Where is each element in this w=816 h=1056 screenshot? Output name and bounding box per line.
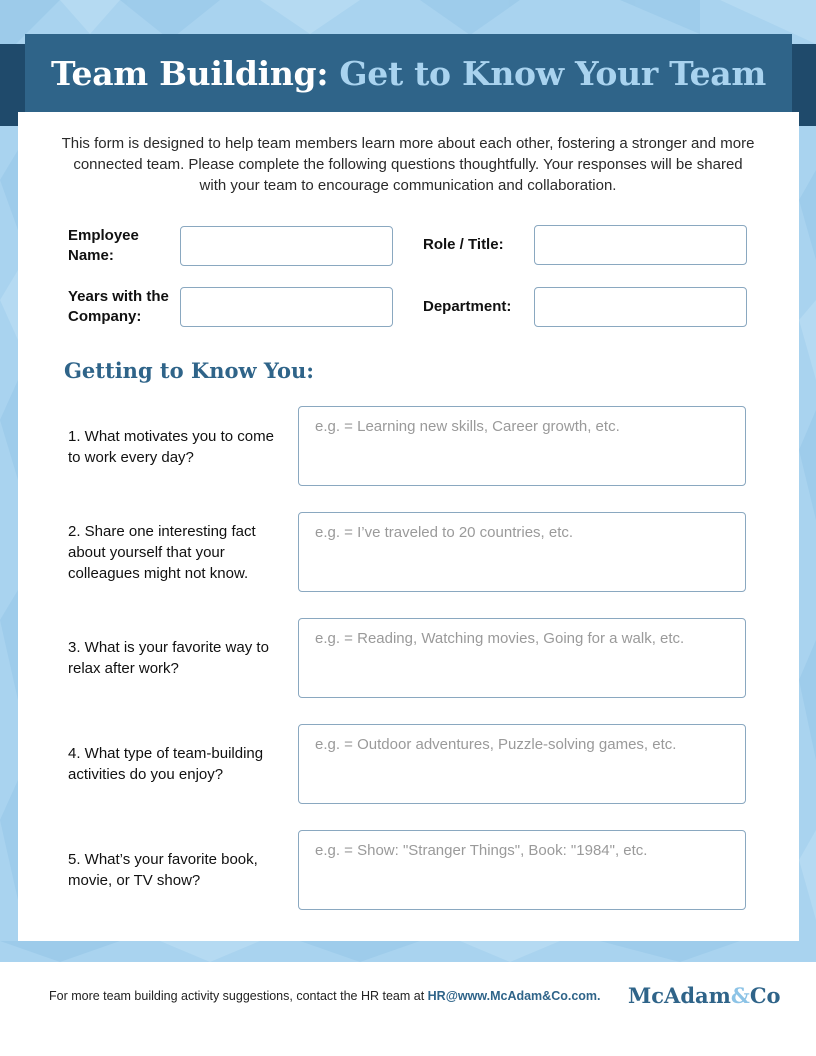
intro-text: This form is designed to help team members learn more about each other, fostering a stronger and more connected team. Please complete the following questions thoughtfully. Your responses will be shared with your team to encourage communication and collaboration.: [61, 135, 755, 194]
question-5-answer[interactable]: e.g. = Show: "Stranger Things", Book: "1984", etc.: [298, 830, 746, 910]
years-with-company-label: Years with the Company:: [68, 288, 169, 325]
hr-email-link[interactable]: HR@www.McAdam&Co.com.: [427, 989, 601, 1003]
question-1-answer[interactable]: e.g. = Learning new skills, Career growth, etc.: [298, 406, 746, 486]
role-title-input[interactable]: [534, 225, 747, 265]
footer-message: For more team building activity suggestions, contact the HR team at: [49, 989, 428, 1003]
question-3-answer[interactable]: e.g. = Reading, Watching movies, Going for a walk, etc.: [298, 618, 746, 698]
department-input[interactable]: [534, 287, 747, 327]
department-label: Department:: [423, 298, 512, 315]
footer: [0, 962, 816, 1056]
page-title: [51, 54, 766, 93]
logo-part-2: Co: [749, 983, 781, 1008]
question-3-label: 3. What is your favorite way to relax after work?: [68, 639, 269, 677]
years-with-company-input[interactable]: [180, 287, 393, 327]
logo-ampersand: &: [730, 983, 750, 1008]
footer-text: [49, 989, 601, 1003]
question-2-answer[interactable]: e.g. = I’ve traveled to 20 countries, etc.: [298, 512, 746, 592]
question-4-answer[interactable]: e.g. = Outdoor adventures, Puzzle-solving games, etc.: [298, 724, 746, 804]
question-4-label: 4. What type of team-building activities do you enjoy?: [68, 745, 264, 783]
question-1-label: 1. What motivates you to come to work every day?: [68, 428, 274, 466]
section-title: Getting to Know You:: [64, 358, 315, 383]
card-top: [36, 112, 781, 126]
company-logo: [628, 983, 781, 1008]
title-main: Team Building:: [51, 53, 340, 93]
employee-name-label: Employee Name:: [68, 227, 139, 264]
question-5-label: 5. What’s your favorite book, movie, or TV show?: [68, 851, 258, 889]
title-accent: Get to Know Your Team: [339, 53, 766, 93]
question-2-label: 2. Share one interesting fact about yourself that your colleagues might not know.: [68, 523, 256, 582]
title-bar: [25, 34, 792, 112]
logo-part-1: McAdam: [628, 983, 731, 1008]
role-title-label: Role / Title:: [423, 236, 504, 253]
employee-name-input[interactable]: [180, 226, 393, 266]
